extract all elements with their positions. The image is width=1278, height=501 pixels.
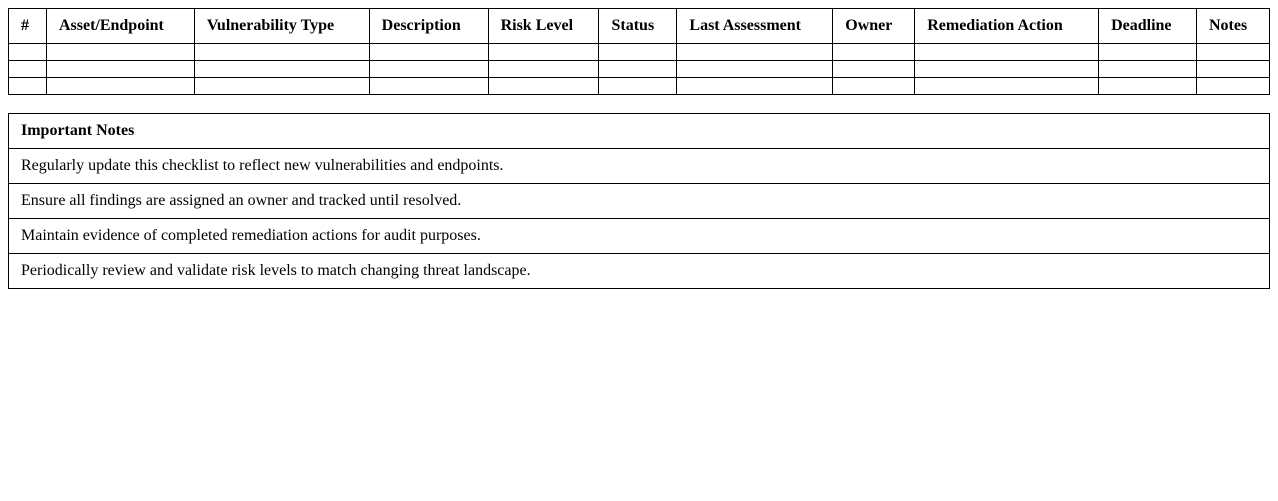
table-cell[interactable] (677, 61, 833, 78)
note-text: Periodically review and validate risk levels to match changing threat landscape. (9, 254, 1270, 289)
column-header-last-assessment: Last Assessment (677, 9, 833, 44)
table-cell[interactable] (1196, 44, 1269, 61)
table-header-row (9, 9, 1270, 44)
document-page (8, 8, 1270, 289)
column-header-risk-level: Risk Level (488, 9, 599, 44)
table-cell[interactable] (488, 61, 599, 78)
table-cell[interactable] (1099, 78, 1197, 95)
table-cell[interactable] (9, 44, 47, 61)
table-cell[interactable] (1099, 44, 1197, 61)
column-header-number: # (9, 9, 47, 44)
list-item (9, 219, 1270, 254)
notes-title: Important Notes (9, 114, 1270, 149)
table-cell[interactable] (194, 61, 369, 78)
table-row (9, 61, 1270, 78)
table-cell[interactable] (46, 78, 194, 95)
column-header-owner: Owner (833, 9, 915, 44)
column-header-deadline: Deadline (1099, 9, 1197, 44)
table-cell[interactable] (1099, 61, 1197, 78)
table-cell[interactable] (833, 61, 915, 78)
table-row (9, 44, 1270, 61)
table-cell[interactable] (194, 78, 369, 95)
table-cell[interactable] (833, 44, 915, 61)
table-row (9, 78, 1270, 95)
table-cell[interactable] (833, 78, 915, 95)
column-header-vulnerability-type: Vulnerability Type (194, 9, 369, 44)
table-cell[interactable] (369, 61, 488, 78)
list-item (9, 184, 1270, 219)
column-header-notes: Notes (1196, 9, 1269, 44)
note-text: Maintain evidence of completed remediation actions for audit purposes. (9, 219, 1270, 254)
table-cell[interactable] (46, 61, 194, 78)
table-cell[interactable] (677, 78, 833, 95)
table-cell[interactable] (46, 44, 194, 61)
table-cell[interactable] (194, 44, 369, 61)
vulnerability-checklist-table (8, 8, 1270, 95)
notes-header-row (9, 114, 1270, 149)
list-item (9, 254, 1270, 289)
table-cell[interactable] (9, 61, 47, 78)
table-cell[interactable] (369, 44, 488, 61)
table-cell[interactable] (599, 78, 677, 95)
table-cell[interactable] (915, 61, 1099, 78)
table-cell[interactable] (677, 44, 833, 61)
table-cell[interactable] (369, 78, 488, 95)
table-cell[interactable] (915, 78, 1099, 95)
column-header-remediation-action: Remediation Action (915, 9, 1099, 44)
column-header-description: Description (369, 9, 488, 44)
table-cell[interactable] (1196, 61, 1269, 78)
important-notes-table (8, 113, 1270, 289)
table-cell[interactable] (599, 44, 677, 61)
note-text: Regularly update this checklist to reflect new vulnerabilities and endpoints. (9, 149, 1270, 184)
table-cell[interactable] (488, 44, 599, 61)
column-header-asset-endpoint: Asset/Endpoint (46, 9, 194, 44)
column-header-status: Status (599, 9, 677, 44)
note-text: Ensure all findings are assigned an owner and tracked until resolved. (9, 184, 1270, 219)
list-item (9, 149, 1270, 184)
table-cell[interactable] (599, 61, 677, 78)
table-cell[interactable] (1196, 78, 1269, 95)
table-cell[interactable] (9, 78, 47, 95)
table-cell[interactable] (915, 44, 1099, 61)
table-cell[interactable] (488, 78, 599, 95)
